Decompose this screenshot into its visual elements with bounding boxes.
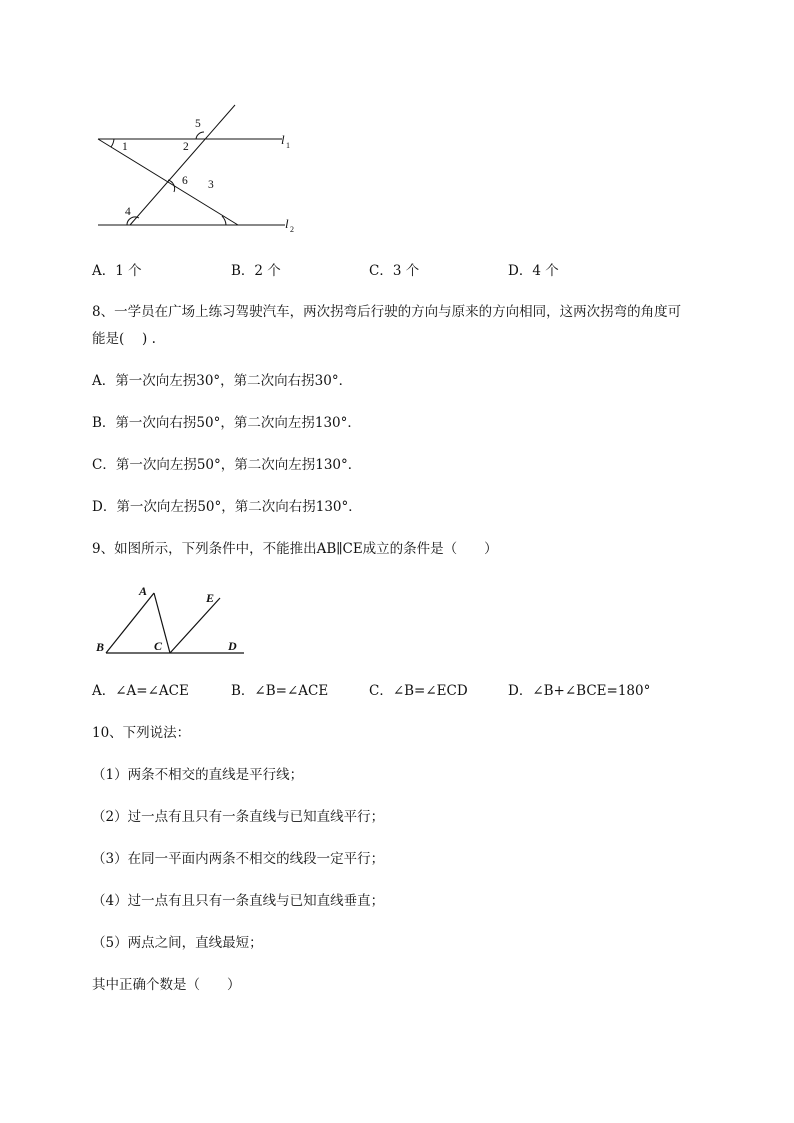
q7-option-c: C．3 个 — [369, 263, 420, 279]
point-label-d: D — [228, 639, 237, 653]
angle-arc-1 — [111, 139, 114, 147]
q8-option-a: A．第一次向左拐30°，第二次向右拐30°． — [92, 373, 353, 389]
q8-option-b: B．第一次向右拐50°，第二次向左拐130°． — [92, 415, 361, 431]
segment-ab — [106, 593, 154, 653]
label-l1-sub: 1 — [286, 141, 290, 150]
q10-statement-2: （2）过一点有且只有一条直线与已知直线平行； — [92, 809, 385, 825]
q9-option-b: B．∠B=∠ACE — [231, 683, 329, 699]
angle-label-6: 6 — [182, 175, 188, 187]
q9-option-c: C．∠B=∠ECD — [369, 683, 468, 699]
point-label-b: B — [96, 640, 105, 654]
q9-stem: 9、如图所示，下列条件中，不能推出AB∥CE成立的条件是（ ） — [92, 541, 498, 557]
angle-label-4: 4 — [125, 206, 131, 218]
point-label-c: C — [154, 639, 163, 653]
q7-option-a: A．1 个 — [92, 263, 142, 279]
q8-option-c: C．第一次向左拐50°，第二次向左拐130°． — [92, 457, 362, 473]
q8-stem-line1: 8、一学员在广场上练习驾驶汽车，两次拐弯后行驶的方向与原来的方向相同，这两次拐弯的角度可 — [92, 304, 682, 320]
label-l2-sub: 2 — [290, 225, 294, 234]
parallel-lines-figure — [92, 100, 312, 240]
angle-arc-5 — [196, 132, 204, 139]
label-l1: l — [281, 132, 285, 147]
q10-statement-3: （3）在同一平面内两条不相交的线段一定平行； — [92, 851, 385, 867]
q10-statement-1: （1）两条不相交的直线是平行线； — [92, 767, 304, 783]
q8-option-d: D．第一次向左拐50°，第二次向右拐130°． — [92, 499, 362, 515]
point-label-e: E — [206, 591, 215, 605]
point-label-a: A — [139, 584, 148, 598]
q8-stem-line2: 能是( ) . — [92, 331, 156, 347]
q10-stem: 10、下列说法： — [92, 725, 191, 741]
q7-option-d: D．4 个 — [508, 263, 559, 279]
transversal-b — [130, 105, 235, 225]
q10-statement-4: （4）过一点有且只有一条直线与已知直线垂直； — [92, 893, 385, 909]
q7-option-b: B．2 个 — [231, 263, 281, 279]
q9-option-d: D．∠B+∠BCE=180° — [508, 683, 651, 699]
q10-question: 其中正确个数是（ ） — [92, 977, 241, 993]
triangle-figure — [92, 578, 252, 660]
angle-label-1: 1 — [122, 141, 128, 153]
angle-label-2: 2 — [183, 141, 189, 153]
angle-label-5: 5 — [195, 118, 201, 130]
q9-option-a: A．∠A=∠ACE — [92, 683, 189, 699]
label-l2: l — [285, 216, 289, 231]
segment-ce — [170, 598, 220, 653]
angle-label-3: 3 — [208, 179, 214, 191]
q10-statement-5: （5）两点之间，直线最短； — [92, 935, 263, 951]
